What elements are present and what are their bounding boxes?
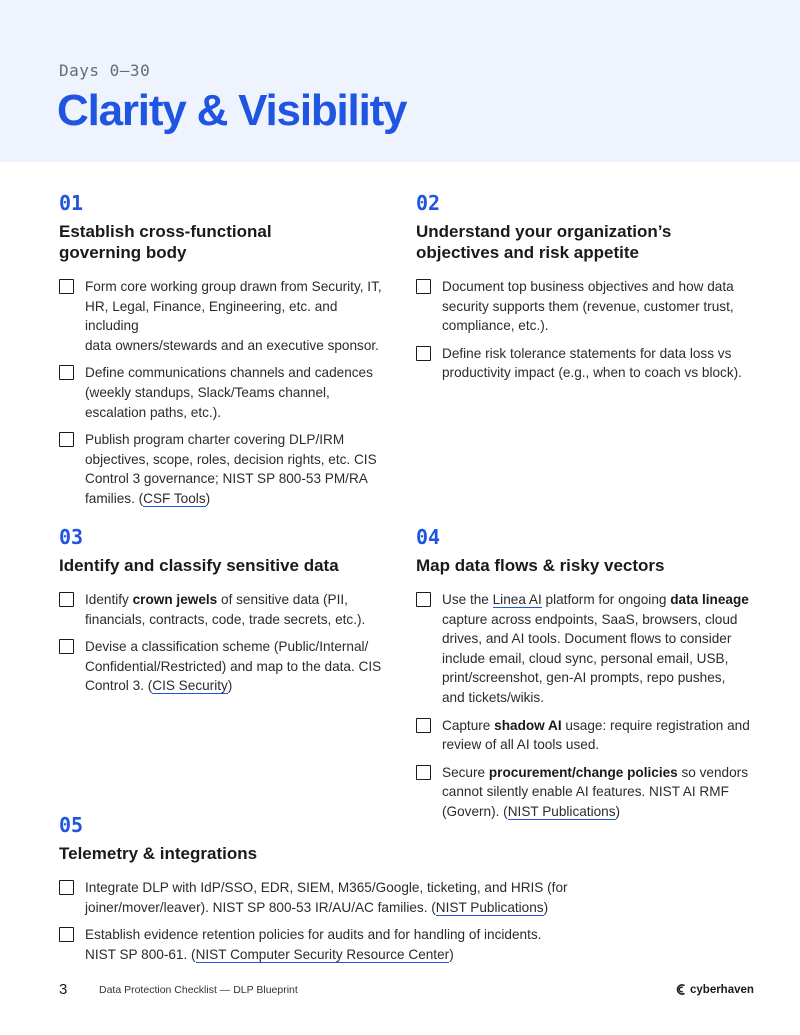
nist-csrc-link[interactable]: NIST Computer Security Resource Center — [195, 946, 450, 962]
checkbox[interactable] — [416, 346, 431, 361]
checklist — [59, 277, 389, 509]
checklist-item: Devise a classification scheme (Public/Internal/ Confidential/Restricted) and map to the data. CIS Control 3. (CIS Security) — [59, 637, 389, 696]
section-heading: Understand your organization’s objectives and risk appetite — [416, 222, 672, 262]
section-heading: Identify and classify sensitive data — [59, 556, 339, 575]
section-heading: Establish cross-functional governing body — [59, 222, 272, 262]
cyberhaven-logo — [675, 983, 754, 996]
checklist-item: Integrate DLP with IdP/SSO, EDR, SIEM, M365/Google, ticketing, and HRIS (for joiner/mover/leaver). NIST SP 800-53 IR/AU/AC families. (NIST Publications) — [59, 878, 659, 917]
section-04 — [416, 524, 756, 830]
section-01 — [59, 190, 389, 517]
nist-publications-link[interactable]: NIST Publications — [435, 899, 544, 915]
checklist-item: Publish program charter covering DLP/IRM objectives, scope, roles, decision rights, etc. CIS Control 3 governance; NIST SP 800-53 PM/RA families. (CSF Tools) — [59, 430, 389, 508]
section-number: 03 — [59, 525, 84, 549]
checkbox[interactable] — [59, 927, 74, 942]
checklist-item: Define risk tolerance statements for data loss vs productivity impact (e.g., when to coach vs block). — [416, 344, 756, 383]
section-02 — [416, 190, 756, 391]
page-title: Clarity & Visibility — [57, 86, 407, 135]
section-05 — [59, 812, 659, 972]
linea-ai-link[interactable]: Linea AI — [492, 592, 542, 607]
section-number: 02 — [416, 191, 441, 215]
header-band — [0, 0, 800, 162]
cis-security-link[interactable]: CIS Security — [152, 678, 228, 694]
checkbox[interactable] — [416, 718, 431, 733]
checkbox[interactable] — [59, 279, 74, 294]
checklist — [416, 590, 756, 822]
document-title: Data Protection Checklist — DLP Blueprint — [99, 984, 298, 996]
checklist-item: Identify crown jewels of sensitive data (PII, financials, contracts, code, trade secrets, etc.). — [59, 590, 389, 629]
checklist-item: Define communications channels and cadences (weekly standups, Slack/Teams channel, escalation paths, etc.). — [59, 363, 389, 422]
checklist-item: Use the Linea AI platform for ongoing data lineage capture across endpoints, SaaS, browsers, cloud drives, and AI tools. Document flows to consider include email, cloud sync, personal email, USB, print/screenshot, gen-AI prompts, repo pushes, and tickets/wikis. — [416, 590, 756, 708]
logo-text: cyberhaven — [690, 983, 754, 996]
checklist-item: Form core working group drawn from Security, IT, HR, Legal, Finance, Engineering, etc. and including data owners/stewards and an executive sponsor. — [59, 277, 389, 355]
checklist-item: Establish evidence retention policies for audits and for handling of incidents. NIST SP 800-61. (NIST Computer Security Resource Center) — [59, 925, 659, 964]
checkbox[interactable] — [59, 592, 74, 607]
section-number: 05 — [59, 813, 84, 837]
checklist-item: Capture shadow AI usage: require registration and review of all AI tools used. — [416, 716, 756, 755]
nist-publications-link[interactable]: NIST Publications — [507, 803, 616, 819]
checkbox[interactable] — [416, 279, 431, 294]
csf-tools-link[interactable]: CSF Tools — [143, 490, 206, 506]
section-number: 04 — [416, 525, 441, 549]
checkbox[interactable] — [416, 765, 431, 780]
checklist-item: Secure procurement/change policies so vendors cannot silently enable AI features. NIST AI RMF (Govern). (NIST Publications) — [416, 763, 756, 822]
checklist — [416, 277, 756, 383]
page-number: 3 — [59, 981, 68, 998]
section-03 — [59, 524, 389, 704]
checklist — [59, 590, 389, 696]
checkbox[interactable] — [59, 880, 74, 895]
cyberhaven-logo-icon — [675, 983, 688, 996]
checkbox[interactable] — [59, 639, 74, 654]
checkbox[interactable] — [416, 592, 431, 607]
checkbox[interactable] — [59, 365, 74, 380]
footer — [0, 978, 800, 1008]
checkbox[interactable] — [59, 432, 74, 447]
section-heading: Telemetry & integrations — [59, 844, 258, 863]
checklist — [59, 878, 659, 964]
days-label: Days 0–30 — [59, 61, 151, 80]
section-number: 01 — [59, 191, 84, 215]
checklist-item: Document top business objectives and how data security supports them (revenue, customer trust, compliance, etc.). — [416, 277, 756, 336]
section-heading: Map data flows & risky vectors — [416, 556, 665, 575]
